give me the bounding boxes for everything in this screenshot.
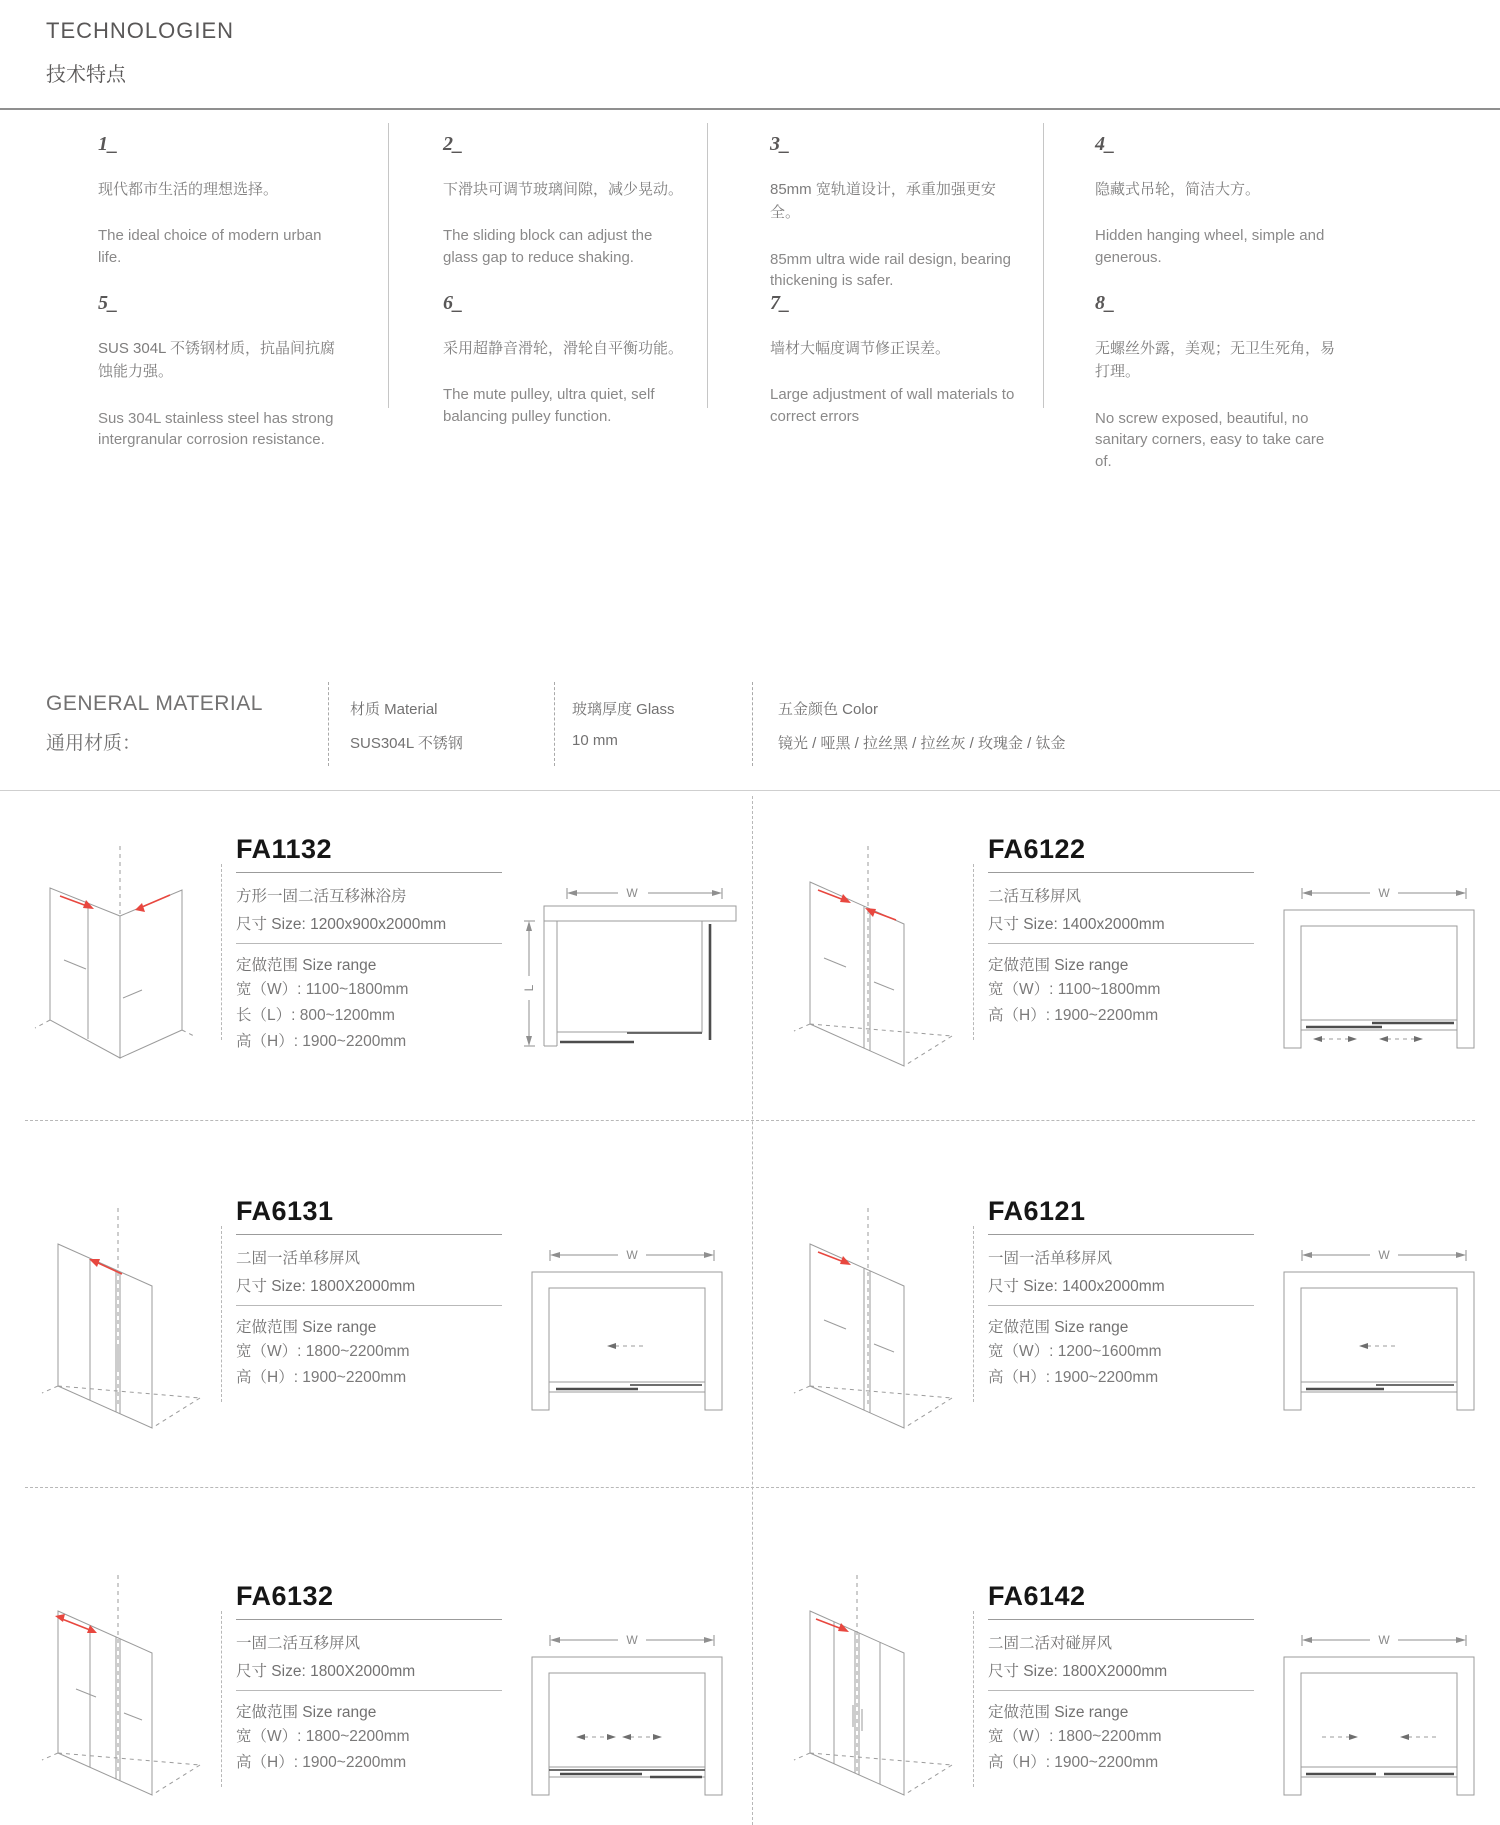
feature-item-4 — [1095, 133, 1340, 269]
fa6142-elevation-drawing — [1264, 1627, 1494, 1807]
rule — [236, 1305, 502, 1306]
product-size: 尺寸 Size: 1400x2000mm — [988, 916, 1165, 933]
feature-number: 5_ — [98, 292, 118, 314]
size-range-title: 定做范围 Size range — [988, 1704, 1129, 1721]
dimension-w — [550, 1248, 714, 1262]
fa6122-elevation-drawing — [1264, 880, 1494, 1060]
rule — [988, 1690, 1254, 1691]
feature-number: 6_ — [443, 292, 463, 314]
dimension-l — [522, 921, 536, 1046]
card-divider — [221, 1611, 222, 1787]
product-size: 尺寸 Size: 1800X2000mm — [236, 1663, 416, 1680]
dimension-w — [1302, 886, 1466, 900]
slide-arrows — [607, 1343, 644, 1349]
feature-text-zh: SUS 304L 不锈钢材质，抗晶间抗腐蚀能力强。 — [98, 340, 335, 381]
feature-text-zh: 墙材大幅度调节修正误差。 — [770, 340, 951, 357]
card-divider — [973, 1611, 974, 1787]
rule — [236, 1234, 502, 1235]
size-range-line: 宽（W）: 1800~2200mm — [236, 1728, 410, 1745]
feature-text-zh: 隐藏式吊轮，简洁大方。 — [1095, 181, 1261, 198]
feature-text-en: The sliding block can adjust the glass gap to reduce shaking. — [443, 227, 653, 266]
feature-number: 8_ — [1095, 292, 1115, 314]
fa6132-elevation-drawing — [512, 1627, 742, 1807]
product-name: 二活互移屏风 — [988, 888, 1082, 905]
feature-text-en: The mute pulley, ultra quiet, self balancing pulley function. — [443, 386, 655, 425]
feature-text-zh: 采用超静音滑轮，滑轮自平衡功能。 — [443, 340, 684, 357]
size-range-title: 定做范围 Size range — [988, 957, 1129, 974]
dimension-w — [550, 1633, 714, 1647]
glass-value: 10 mm — [572, 732, 618, 749]
size-range-line: 宽（W）: 1800~2200mm — [988, 1728, 1162, 1745]
slide-arrows — [1359, 1343, 1396, 1349]
fa6131-elevation-drawing — [512, 1242, 742, 1422]
product-row-divider — [25, 1487, 1475, 1488]
feature-text-zh: 85mm 宽轨道设计，承重加强更安全。 — [770, 181, 996, 222]
fa6122-isometric-drawing — [782, 840, 962, 1090]
size-range-title: 定做范围 Size range — [236, 957, 377, 974]
product-name: 二固二活对碰屏风 — [988, 1635, 1113, 1652]
product-size: 尺寸 Size: 1200x900x2000mm — [236, 916, 447, 933]
feature-item-1 — [98, 133, 343, 269]
material-divider — [752, 682, 753, 766]
color-label: 五金颜色 Color — [778, 701, 879, 718]
product-model: FA6121 — [988, 1196, 1086, 1226]
material-value: SUS304L 不锈钢 — [350, 735, 463, 752]
product-name: 方形一固二活互移淋浴房 — [236, 888, 407, 905]
product-model: FA6132 — [236, 1581, 334, 1611]
product-size: 尺寸 Size: 1800X2000mm — [236, 1278, 416, 1295]
card-divider — [973, 864, 974, 1040]
slide-direction-arrow — [818, 1252, 851, 1265]
product-card-fa6131 — [0, 1162, 748, 1487]
feature-item-3 — [770, 133, 1015, 292]
product-size: 尺寸 Size: 1400x2000mm — [988, 1278, 1165, 1295]
product-card-fa6122 — [752, 800, 1500, 1125]
feature-number: 3_ — [770, 133, 790, 155]
slide-arrows — [576, 1734, 662, 1740]
feature-item-2 — [443, 133, 688, 269]
fa6131-isometric-drawing — [30, 1202, 210, 1452]
header-rule — [0, 108, 1500, 110]
rule — [988, 1305, 1254, 1306]
feature-text-en: No screw exposed, beautiful, no sanitary corners, easy to take care of. — [1095, 409, 1325, 470]
product-model: FA1132 — [236, 834, 333, 864]
feature-number: 1_ — [98, 133, 118, 155]
feature-text-en: Sus 304L stainless steel has strong intergranular corrosion resistance. — [98, 409, 334, 449]
product-name: 一固一活单移屏风 — [988, 1250, 1113, 1267]
product-card-fa6132 — [0, 1547, 748, 1825]
product-model: FA6142 — [988, 1581, 1086, 1611]
dimension-label-l: L — [522, 984, 536, 992]
product-model: FA6131 — [236, 1196, 334, 1226]
dimension-label-w: W — [626, 1248, 638, 1262]
product-card-fa6142 — [752, 1547, 1500, 1825]
dimension-w — [567, 886, 722, 900]
size-range-line: 高（H）: 1900~2200mm — [236, 1033, 407, 1050]
feature-text-en: Large adjustment of wall materials to correct errors — [770, 386, 1015, 425]
size-range-line: 宽（W）: 1200~1600mm — [988, 1343, 1162, 1360]
dimension-label-w: W — [1378, 886, 1390, 900]
size-range-line: 高（H）: 1900~2200mm — [236, 1754, 407, 1771]
size-range-title: 定做范围 Size range — [236, 1319, 377, 1336]
fa6121-isometric-drawing — [782, 1202, 962, 1452]
size-range-line: 高（H）: 1900~2200mm — [236, 1369, 407, 1386]
rule — [236, 872, 502, 873]
feature-text-zh: 无螺丝外露，美观；无卫生死角，易打理。 — [1095, 340, 1336, 381]
feature-item-6 — [443, 292, 688, 428]
feature-divider — [707, 123, 708, 408]
feature-item-5 — [98, 292, 343, 451]
feature-number: 4_ — [1095, 133, 1115, 155]
dimension-label-w: W — [626, 1633, 638, 1647]
feature-text-en: 85mm ultra wide rail design, bearing thickening is safer. — [770, 250, 1011, 290]
rule — [988, 1234, 1254, 1235]
fa1132-isometric-drawing — [30, 840, 210, 1090]
fa6142-isometric-drawing — [782, 1569, 962, 1819]
product-card-fa1132 — [0, 800, 748, 1125]
dimension-label-w: W — [626, 886, 638, 900]
product-name: 一固二活互移屏风 — [236, 1635, 361, 1652]
material-divider — [554, 682, 555, 766]
feature-number: 2_ — [443, 133, 463, 155]
size-range-line: 高（H）: 1900~2200mm — [988, 1007, 1159, 1024]
slide-arrows — [1313, 1036, 1423, 1042]
card-divider — [221, 1226, 222, 1402]
size-range-line: 高（H）: 1900~2200mm — [988, 1754, 1159, 1771]
fa1132-plan-drawing — [512, 880, 742, 1060]
product-model: FA6122 — [988, 834, 1086, 864]
fa6132-isometric-drawing — [30, 1569, 210, 1819]
material-section-subtitle: 通用材质： — [46, 733, 142, 754]
slide-direction-arrow — [55, 1614, 97, 1633]
material-section-title: GENERAL MATERIAL — [46, 692, 263, 715]
rule — [236, 943, 502, 944]
size-range-line: 高（H）: 1900~2200mm — [988, 1369, 1159, 1386]
dimension-label-w: W — [1378, 1248, 1390, 1262]
size-range-line: 宽（W）: 1800~2200mm — [236, 1343, 410, 1360]
size-range-title: 定做范围 Size range — [236, 1704, 377, 1721]
card-divider — [221, 864, 222, 1040]
feature-number: 7_ — [770, 292, 790, 314]
dimension-label-w: W — [1378, 1633, 1390, 1647]
page-title: TECHNOLOGIEN — [46, 18, 235, 43]
feature-divider — [388, 123, 389, 408]
glass-label: 玻璃厚度 Glass — [572, 701, 675, 718]
page-subtitle: 技术特点 — [46, 64, 126, 86]
dimension-w — [1302, 1633, 1466, 1647]
fa6121-elevation-drawing — [1264, 1242, 1494, 1422]
feature-item-7 — [770, 292, 1015, 428]
color-value: 镜光 / 哑黑 / 拉丝黑 / 拉丝灰 / 玫瑰金 / 钛金 — [778, 735, 1066, 752]
size-range-line: 长（L）: 800~1200mm — [236, 1007, 395, 1024]
material-divider — [328, 682, 329, 766]
section-rule — [0, 790, 1500, 791]
feature-divider — [1043, 123, 1044, 408]
product-size: 尺寸 Size: 1800X2000mm — [988, 1663, 1168, 1680]
size-range-line: 宽（W）: 1100~1800mm — [988, 981, 1161, 998]
rule — [236, 1690, 502, 1691]
rule — [988, 1619, 1254, 1620]
size-range-title: 定做范围 Size range — [988, 1319, 1129, 1336]
slide-direction-arrow — [818, 890, 896, 920]
feature-item-8 — [1095, 292, 1340, 473]
size-range-line: 宽（W）: 1100~1800mm — [236, 981, 409, 998]
rule — [988, 872, 1254, 873]
feature-text-zh: 现代都市生活的理想选择。 — [98, 181, 279, 198]
feature-text-en: The ideal choice of modern urban life. — [98, 227, 322, 266]
dimension-w — [1302, 1248, 1466, 1262]
rule — [236, 1619, 502, 1620]
slide-arrows — [1322, 1734, 1436, 1740]
product-name: 二固一活单移屏风 — [236, 1250, 361, 1267]
rule — [988, 943, 1254, 944]
slide-direction-arrow — [89, 1259, 122, 1274]
slide-direction-arrow — [60, 895, 170, 912]
product-card-fa6121 — [752, 1162, 1500, 1487]
feature-text-zh: 下滑块可调节玻璃间隙，减少晃动。 — [443, 181, 684, 198]
material-label: 材质 Material — [350, 701, 438, 718]
feature-text-en: Hidden hanging wheel, simple and generous. — [1095, 227, 1325, 266]
card-divider — [973, 1226, 974, 1402]
